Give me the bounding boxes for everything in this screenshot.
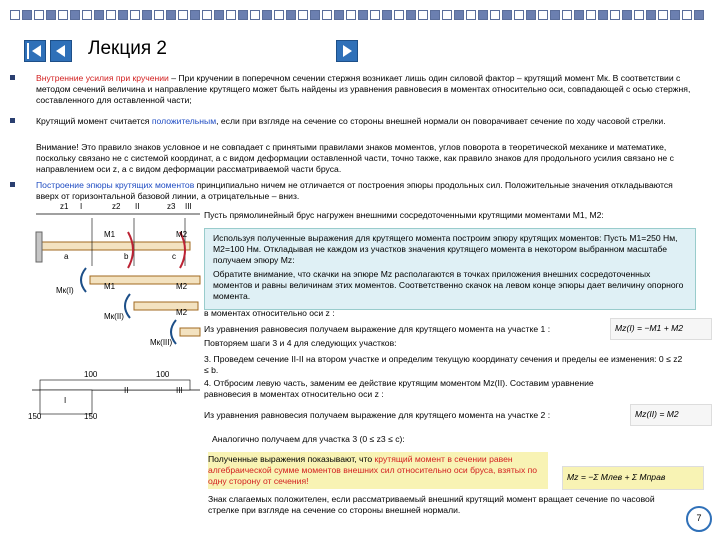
square: [310, 10, 320, 20]
square: [118, 10, 128, 20]
square: [106, 10, 116, 20]
moments-text: в моментах относительно оси z :: [204, 308, 335, 318]
bullet-1: [36, 73, 696, 106]
bullet-4-heading: Построение эпюры крутящих моментов: [36, 180, 195, 190]
square: [154, 10, 164, 20]
epure-value: 150: [28, 412, 42, 421]
epure-value: 100: [84, 370, 98, 379]
step6-text: Аналогично получаем для участка 3 (0 ≤ z3 ≤ c):: [212, 434, 405, 444]
shaft-part: [134, 302, 198, 310]
m2-label: M2: [176, 282, 188, 291]
tick-I: I: [64, 396, 67, 405]
epure-positive: [40, 380, 190, 390]
section-II-label: II: [135, 202, 140, 211]
tick-III: III: [176, 386, 183, 395]
square: [598, 10, 608, 20]
point-a: a: [64, 252, 69, 261]
final-text: Знак слагаемых положителен, если рассматриваемый внешний крутящий момент вращает сечение по часовой стрелке при взгляде на сечение со стороны внешней нормали.: [208, 494, 655, 515]
bullet-1-heading: Внутренние усилия при кручении: [36, 73, 169, 83]
square: [478, 10, 488, 20]
square: [466, 10, 476, 20]
mk2-label: Mк(II): [104, 312, 124, 321]
wall-support: [36, 232, 42, 262]
square: [586, 10, 596, 20]
square: [22, 10, 32, 20]
square: [562, 10, 572, 20]
square: [334, 10, 344, 20]
square: [502, 10, 512, 20]
formula-1: Mz(I) = −M1 + M2: [615, 323, 684, 333]
square: [166, 10, 176, 20]
step4-text: 4. Отбросим левую часть, заменим ее действие крутящим моментом Mz(II). Составим уравнение равновесия в моментах относительно оси z :: [204, 378, 594, 399]
square: [550, 10, 560, 20]
info-box-text1: Используя полученные выражения для крутящего момента построим эпюру крутящих моментов: Пусть M1=250 Нм, M2=100 Нм. Откладывая не каждом из участков значения крутящего момента в некотором выбранном масштабе получаем эпюру Mz:: [213, 233, 678, 265]
section-I-label: I: [80, 202, 83, 211]
bullet-1-text: – При кручении в поперечном сечении стержня возникает лишь один силовой фактор – крутящий момент Mк. В соответствии с методом сечений величина и направление крутящего может быть найдены из уравнения равновесия в моментах относительно оси, совпадающей с осью стержня, составленного для оставленной части;: [36, 73, 691, 105]
epure-value: 100: [156, 370, 170, 379]
m2-label: M2: [176, 308, 188, 317]
formula-2: Mz(II) = M2: [635, 409, 679, 419]
page-title: Лекция 2: [88, 38, 167, 59]
point-c: c: [172, 252, 176, 261]
bullet-2-rest: , если при взгляде на сечение со стороны внешней нормали он поворачивает сечение по ходу часовой стрелки.: [216, 116, 666, 126]
square: [658, 10, 668, 20]
bullet-icon: [10, 118, 15, 123]
square: [490, 10, 500, 20]
square: [82, 10, 92, 20]
formula-box-3: [562, 466, 704, 490]
right-arrow-icon: [343, 45, 352, 57]
shaft-part: [180, 328, 200, 336]
m1-label: M1: [104, 230, 116, 239]
highlight-red: крутящий момент в сечении равен алгебраической сумме моментов внешних сил относительно оси бруса, взятых по одну сторону от сечения!: [208, 454, 538, 486]
square: [58, 10, 68, 20]
moment-arrow: [81, 268, 86, 292]
rewind-icon: [32, 45, 41, 57]
intro-text: Пусть прямолинейный брус нагружен внешними сосредоточенными крутящими моментами M1, M2:: [204, 210, 604, 220]
shaft-bar: [40, 242, 190, 250]
left-arrow-icon: [56, 45, 65, 57]
step3-text: 3. Проведем сечение II-II на втором участке и определим текущую координату сечения и пределы ее изменения: 0 ≤ z2 ≤ b.: [204, 354, 683, 375]
z1-label: z1: [60, 202, 69, 211]
highlight-text: [208, 452, 548, 489]
bar-icon: [27, 43, 29, 59]
note-text: Внимание! Это правило знаков условное и не совпадает с принятыми правилами знаков моментов, углов поворота в теоретической механике и математике, поскольку связано не с системой координат, а с видом деформации оставленной части, точно также, как правило знаков для продольного усилия связано не с направлением оси z, а с видом деформации рассматриваемой части бруса.: [36, 142, 674, 174]
z3-label: z3: [167, 202, 176, 211]
square: [10, 10, 20, 20]
next-slide-button[interactable]: [336, 40, 358, 62]
square: [178, 10, 188, 20]
bullet-4-text: принципиально ничем не отличается от построения эпюры продольных сил. Положительные значения откладываются вверх от горизонтальной базовой линии, а отрицательные – вниз.: [36, 180, 673, 201]
moment-arrow: [125, 294, 130, 318]
m1-label: M1: [104, 282, 116, 291]
square: [298, 10, 308, 20]
square: [442, 10, 452, 20]
square: [46, 10, 56, 20]
square: [682, 10, 692, 20]
step5-text: Из уравнения равновесия получаем выражение для крутящего момента на участке 2 :: [204, 410, 551, 420]
square: [214, 10, 224, 20]
square: [646, 10, 656, 20]
mk1-label: Mк(I): [56, 286, 74, 295]
square: [70, 10, 80, 20]
bullet-2: [36, 116, 696, 127]
square: [694, 10, 704, 20]
square: [418, 10, 428, 20]
square: [322, 10, 332, 20]
bullet-icon: [10, 75, 15, 80]
info-box: [204, 228, 696, 310]
first-slide-button[interactable]: [24, 40, 46, 62]
bullet-2-highlight: положительным: [151, 116, 217, 126]
square: [94, 10, 104, 20]
m2-label: M2: [176, 230, 188, 239]
square: [274, 10, 284, 20]
square: [358, 10, 368, 20]
square: [670, 10, 680, 20]
bullet-2-text: Крутящий момент считается: [36, 116, 152, 126]
formula-box-2: [630, 404, 712, 426]
prev-slide-button[interactable]: [50, 40, 72, 62]
square: [610, 10, 620, 20]
square: [538, 10, 548, 20]
square: [526, 10, 536, 20]
square: [130, 10, 140, 20]
tick-II: II: [124, 386, 129, 395]
point-b: b: [124, 252, 129, 261]
formula-box-1: [610, 318, 712, 340]
section-III-label: III: [185, 202, 192, 211]
square: [370, 10, 380, 20]
bullet-icon: [10, 182, 15, 187]
info-box-text2: Обратите внимание, что скачки на эпюре Mz располагаются в точках приложения внешних сосредоточенных моментов и равны величинам этих моментов. Соответственно скачок на левом конце эпюры дает величину опорного момента.: [213, 269, 684, 301]
formula-3: Mz = −Σ Mлев + Σ Mправ: [567, 472, 666, 482]
square: [574, 10, 584, 20]
eq1-text: Из уравнения равновесия получаем выражение для крутящего момента на участке 1 :: [204, 324, 551, 334]
square: [346, 10, 356, 20]
square: [406, 10, 416, 20]
page-number: 7: [686, 506, 712, 532]
square: [514, 10, 524, 20]
square: [394, 10, 404, 20]
bullet-4: [36, 180, 696, 202]
square: [202, 10, 212, 20]
square: [190, 10, 200, 20]
square: [262, 10, 272, 20]
square: [430, 10, 440, 20]
square: [622, 10, 632, 20]
z2-label: z2: [112, 202, 121, 211]
epure-value: 150: [84, 412, 98, 421]
mk3-label: Mк(III): [150, 338, 173, 347]
square: [34, 10, 44, 20]
square: [286, 10, 296, 20]
square: [250, 10, 260, 20]
square: [454, 10, 464, 20]
highlight-pre: Полученные выражения показывают, что: [208, 454, 375, 464]
square: [238, 10, 248, 20]
square: [142, 10, 152, 20]
square: [382, 10, 392, 20]
repeat-text: Повторяем шаги 3 и 4 для следующих участков:: [204, 338, 397, 348]
square: [634, 10, 644, 20]
square: [226, 10, 236, 20]
